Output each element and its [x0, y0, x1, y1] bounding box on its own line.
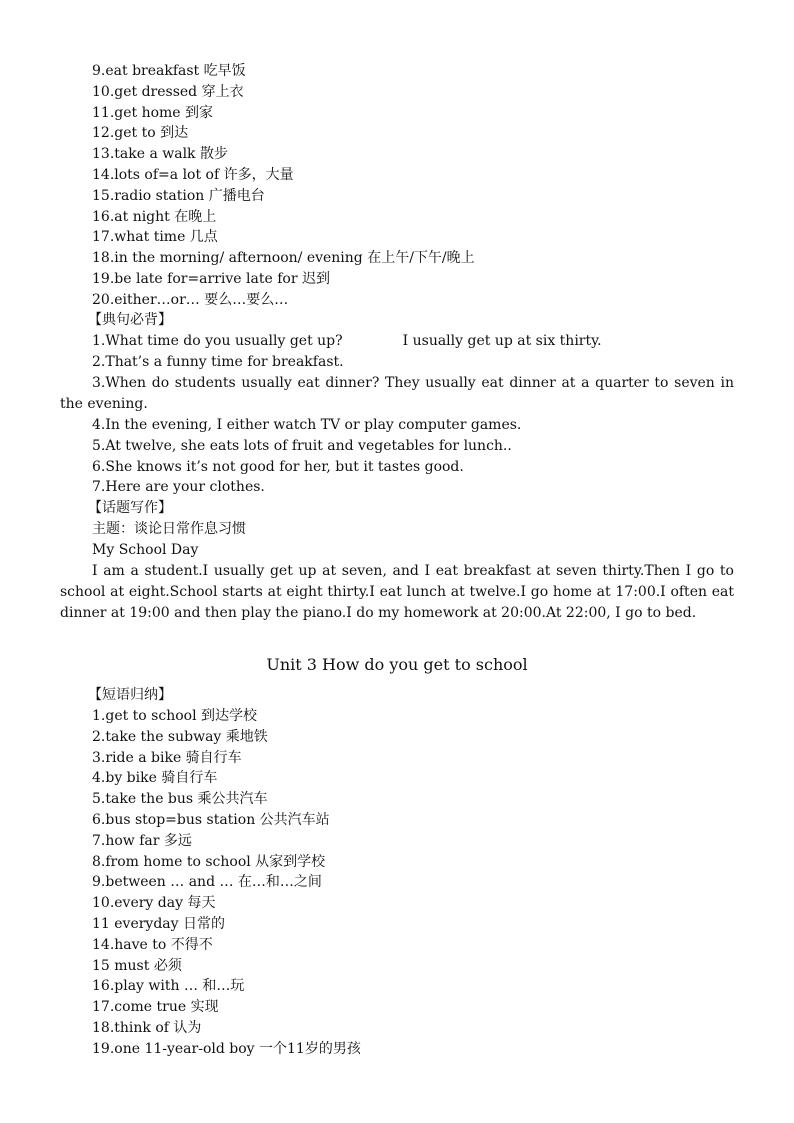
list-item: 4.In the evening, I either watch TV or play computer games. [92, 417, 522, 433]
sentence-question: 1.What time do you usually get up? [92, 333, 343, 349]
list-item: 11 everyday 日常的 [92, 915, 226, 932]
list-item: 16.play with … 和…玩 [92, 978, 245, 995]
list-item: 9.eat breakfast 吃早饭 [92, 63, 246, 79]
list-item: 6.bus stop=bus station 公共汽车站 [92, 811, 330, 828]
sentences-list [92, 331, 752, 373]
phrases-section-header: 【短语归纳】 [88, 687, 172, 703]
sentence-answer: I usually get up at six thirty. [402, 333, 602, 349]
list-item: 17.come true 实现 [92, 999, 219, 1016]
list-item: 1.get to school 到达学校 [92, 708, 258, 724]
writing-body: I am a student.I usually get up at seven, and I eat breakfast at seven thirty.Then I go to school at eight.School starts at eight thirty.I eat lunch at twelve.I go home at 17:00.I often eat dinner at 19:00 and then play the piano.I do my homework at 20:00.At 22:00, I go to bed. [60, 563, 734, 621]
writing-meta [92, 519, 752, 561]
list-item: 20.either…or… 要么…要么… [92, 291, 289, 308]
phrase-list-top [92, 61, 752, 311]
list-item: 9.between … and … 在…和…之间 [92, 874, 322, 891]
sentence-3: 3.When do students usually eat dinner? They usually eat dinner at a quarter to seven in the evening. [60, 375, 734, 412]
list-item: 19.one 11-year-old boy 一个11岁的男孩 [92, 1040, 361, 1057]
list-item: 5.At twelve, she eats lots of fruit and vegetables for lunch.. [92, 437, 512, 454]
sentences-list-cont [92, 415, 752, 498]
list-item: 6.She knows it’s not good for her, but it tastes good. [92, 458, 464, 475]
list-item: 2.That’s a funny time for breakfast. [92, 353, 344, 370]
phrase-list-bottom [92, 706, 752, 1060]
list-item: 16.at night 在晚上 [92, 208, 217, 225]
list-item: 2.take the subway 乘地铁 [92, 728, 268, 745]
list-item: 7.Here are your clothes. [92, 479, 265, 496]
sentences-section-header: 【典句必背】 [88, 312, 172, 328]
list-item: 17.what time 几点 [92, 229, 218, 246]
list-item: 18.in the morning/ afternoon/ evening 在上午/下午/晚上 [92, 250, 475, 267]
list-item: 15 must 必须 [92, 957, 182, 974]
writing-title: My School Day [92, 541, 199, 558]
list-item: 15.radio station 广播电台 [92, 187, 265, 204]
list-item: 13.take a walk 散步 [92, 146, 228, 163]
list-item: 3.ride a bike 骑自行车 [92, 749, 242, 766]
list-item: 19.be late for=arrive late for 迟到 [92, 270, 330, 287]
list-item: 10.every day 每天 [92, 895, 216, 912]
list-item: 7.how far 多远 [92, 832, 192, 849]
list-item [92, 331, 752, 352]
list-item: 5.take the bus 乘公共汽车 [92, 791, 268, 808]
list-item: 10.get dressed 穿上衣 [92, 83, 244, 100]
list-item: 8.from home to school 从家到学校 [92, 853, 326, 870]
list-item: 14.have to 不得不 [92, 936, 213, 953]
list-item: 11.get home 到家 [92, 104, 214, 121]
writing-section-header: 【话题写作】 [88, 500, 172, 516]
list-item: 4.by bike 骑自行车 [92, 770, 218, 787]
list-item: 14.lots of=a lot of 许多，大量 [92, 166, 294, 183]
writing-topic: 主题：谈论日常作息习惯 [92, 521, 246, 537]
list-item: 12.get to 到达 [92, 125, 189, 142]
unit-title: Unit 3 How do you get to school [266, 655, 528, 674]
list-item: 18.think of 认为 [92, 1019, 202, 1036]
